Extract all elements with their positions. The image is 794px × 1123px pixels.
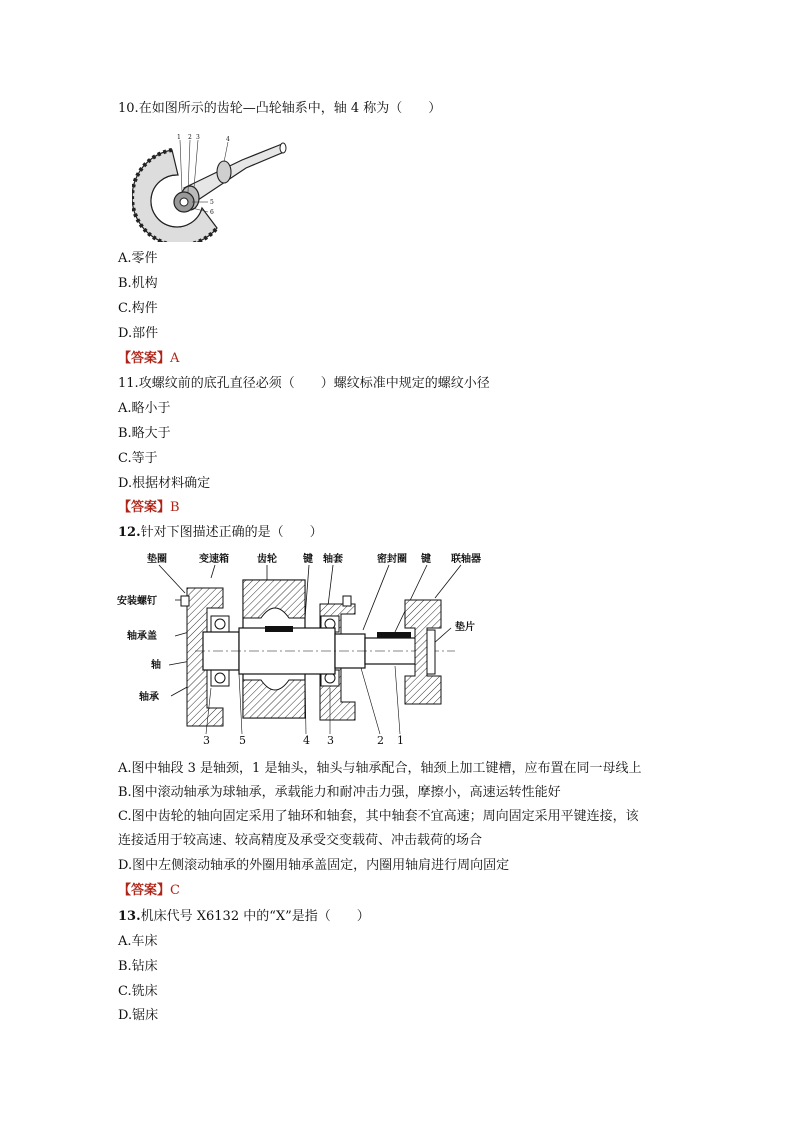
question-text: 在如图所示的齿轮—凸轮轴系中，轴 4 称为（ ） bbox=[138, 101, 442, 116]
part-number-4: 4 bbox=[303, 734, 310, 747]
option-b: B.略大于 bbox=[118, 426, 171, 441]
label-mount-screw: 安装螺钉 bbox=[117, 596, 157, 607]
option-c-continued: 连接适用于较高速、较高精度及承受交变载荷、冲击载荷的场合 bbox=[118, 833, 483, 848]
label-shaft: 轴 bbox=[151, 660, 161, 671]
part-number-2: 2 bbox=[377, 734, 384, 747]
question-12-stem bbox=[118, 524, 323, 542]
answer-line bbox=[118, 882, 180, 900]
question-text: 针对下图描述正确的是（ ） bbox=[140, 525, 323, 540]
option-a: A.图中轴段 3 是轴颈，1 是轴头，轴头与轴承配合，轴颈上加工键槽，应布置在同一母线上 bbox=[118, 761, 642, 776]
question-number: 13. bbox=[118, 909, 141, 924]
figure-label-1: 1 bbox=[177, 134, 181, 141]
question-number: 11. bbox=[118, 376, 139, 391]
label-seal-ring: 密封圈 bbox=[377, 554, 407, 565]
option-c: C.等于 bbox=[118, 451, 158, 466]
answer-value: B bbox=[170, 500, 180, 515]
answer-value: C bbox=[170, 883, 180, 898]
part-number-3-right: 3 bbox=[327, 734, 334, 747]
figure-label-5: 5 bbox=[210, 199, 214, 206]
option-b: B.机构 bbox=[118, 276, 158, 291]
question-text: 机床代号 X6132 中的“X”是指（ ） bbox=[140, 909, 370, 924]
answer-line bbox=[118, 350, 179, 368]
question-text: 攻螺纹前的底孔直径必须（ ）螺纹标准中规定的螺纹小径 bbox=[138, 376, 490, 391]
label-gear: 齿轮 bbox=[257, 554, 277, 565]
option-a: A.零件 bbox=[118, 251, 158, 266]
figure-label-2: 2 bbox=[188, 134, 192, 141]
option-c: C.铣床 bbox=[118, 984, 158, 999]
option-a: A.车床 bbox=[118, 934, 158, 949]
gear-cam-shaft-figure bbox=[132, 130, 292, 242]
question-11-stem bbox=[118, 375, 490, 393]
answer-tag: 【答案】 bbox=[118, 500, 171, 515]
label-key-2: 键 bbox=[421, 554, 431, 565]
option-d: D.锯床 bbox=[118, 1008, 159, 1023]
option-a: A.略小于 bbox=[118, 401, 171, 416]
option-b: B.钻床 bbox=[118, 959, 158, 974]
answer-line bbox=[118, 499, 180, 517]
option-b: B.图中滚动轴承为球轴承，承载能力和耐冲击力强，摩擦小，高速运转性能好 bbox=[118, 785, 561, 800]
option-d: D.根据材料确定 bbox=[118, 476, 211, 491]
option-c: C.构件 bbox=[118, 301, 158, 316]
label-bearing: 轴承 bbox=[139, 692, 159, 703]
label-coupling: 联轴器 bbox=[451, 554, 481, 565]
figure-label-3: 3 bbox=[196, 134, 200, 141]
question-10-stem bbox=[118, 100, 441, 118]
label-bearing-cap: 轴承盖 bbox=[127, 631, 157, 642]
question-13-stem bbox=[118, 908, 370, 926]
option-d: D.部件 bbox=[118, 326, 159, 341]
question-number: 12. bbox=[118, 525, 141, 540]
figure-label-6: 6 bbox=[210, 209, 214, 216]
label-gearbox: 变速箱 bbox=[199, 554, 229, 565]
label-washer: 垫圈 bbox=[147, 554, 167, 565]
option-c: C.图中齿轮的轴向固定采用了轴环和轴套，其中轴套不宜高速；周向固定采用平键连接，该 bbox=[118, 809, 639, 824]
label-shim: 垫片 bbox=[455, 622, 475, 633]
figure-label-4: 4 bbox=[226, 136, 230, 143]
label-key: 键 bbox=[303, 554, 313, 565]
answer-value: A bbox=[170, 351, 180, 366]
part-number-1: 1 bbox=[397, 734, 404, 747]
part-number-3-left: 3 bbox=[203, 734, 210, 747]
option-d: D.图中左侧滚动轴承的外圈用轴承盖固定，内圈用轴肩进行周向固定 bbox=[118, 858, 510, 873]
question-number: 10. bbox=[118, 101, 139, 116]
part-number-5: 5 bbox=[239, 734, 246, 747]
answer-tag: 【答案】 bbox=[118, 883, 171, 898]
shaft-assembly-figure bbox=[115, 548, 495, 748]
label-sleeve: 轴套 bbox=[323, 554, 343, 565]
answer-tag: 【答案】 bbox=[118, 351, 171, 366]
